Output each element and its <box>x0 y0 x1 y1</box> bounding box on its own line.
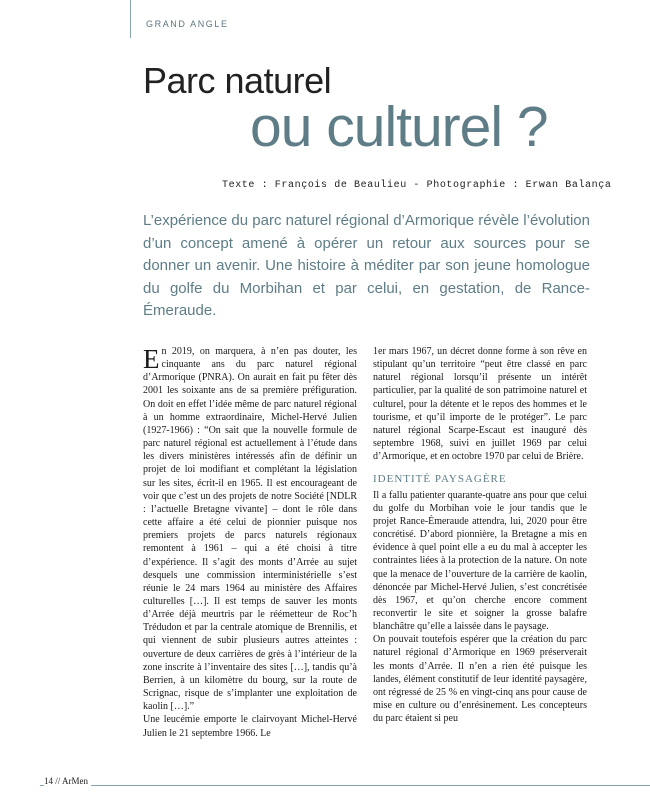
dropcap: E <box>143 344 160 374</box>
header-rule <box>130 0 131 38</box>
paragraph: 1er mars 1967, un décret donne forme à son rêve en stipulant qu’un territoire “peut être classé en parc naturel régional lorsqu’il présente un intérêt particulier, par la qualité de son patrimoine naturel et culturel, pour la détente et le repos des hommes et le tourisme, et qu’il importe de le protéger”. Le parc naturel régional Scarpe-Escaut est inauguré dès septembre 1968, suivi en juillet 1969 par celui d’Armorique, et en octobre 1970 par celui de Brière. <box>373 346 587 463</box>
paragraph: Une leucémie emporte le clairvoyant Michel-Hervé Julien le 21 septembre 1966. Le <box>143 714 357 739</box>
body-column-1 <box>143 345 357 740</box>
footer-separator: // <box>55 776 63 786</box>
footer-rule <box>40 785 650 786</box>
paragraph <box>143 345 357 713</box>
lead-paragraph: L’expérience du parc naturel régional d’Armorique révèle l’évolution d’un concept amené à opérer un retour aux sources pour se donner un avenir. Une histoire à méditer par son jeune homologue du golfe du Morbihan et par celui, en gestation, de Rance-Émeraude. <box>143 212 590 319</box>
paragraph: On pouvait toutefois espérer que la création du parc naturel régional d’Armorique en 1969 préserverait les monts d’Arrée. Il n’en a rien été puisque les landes, élément constitutif de leur identité paysagère, ont régressé de 25 % en vingt-cinq ans pour cause de mise en culture ou d’enrésinement. Les concepteurs du parc étaient si peu <box>373 634 587 725</box>
body-column-2 <box>373 345 587 725</box>
credits: Texte : François de Beaulieu - Photographie : Erwan Balança <box>222 180 612 191</box>
title-line-1: Parc naturel <box>143 60 332 101</box>
magazine-name: ArMen <box>62 776 89 786</box>
subheading: IDENTITÉ PAYSAGÈRE <box>373 473 507 486</box>
paragraph: Il a fallu patienter quarante-quatre ans pour que celui du golfe du Morbihan voie le jour tandis que le projet Rance-Émeraude attendra, lui, 2020 pour être concrétisé. D’abord pionnière, la Bretagne a mis en évidence à quel point elle a eu du mal à accepter les contraintes liées à la protection de la nature. On note que la menace de l’ouverture de la carrière de kaolin, dénoncée par Michel-Hervé Julien, s’est concrétisée dès 1967, et qu’on cherche encore comment reconvertir le site et soigner la grosse balafre blanchâtre qu’elle a laissée dans le paysage. <box>373 489 587 633</box>
section-label: GRAND ANGLE <box>146 19 229 29</box>
title-line-2: ou culturel ? <box>250 95 548 159</box>
page-number: 14 <box>44 776 53 786</box>
footer <box>44 776 91 786</box>
paragraph-text: n 2019, on marquera, à n’en pas douter, les cinquante ans du parc naturel régional d’Armorique (PNRA). On aurait en fait pu fêter dès 2001 les soixante ans de sa première préfiguration. On doit en effet l’idée même de parc naturel régional à un homme extraordinaire, Michel-Hervé Julien (1927-1966) : “On sait que la nouvelle formule de parc naturel régional est actuellement à l’étude dans les divers ministères intéressés afin de définir un projet de loi modifiant et complétant la législation sur les sites, écrit-il en 1965. Il est encourageant de voir que c’est un des projets de notre Société [NDLR : l’actuelle Bretagne vivante] – dont le rôle dans cette affaire a été celui de pionnier puisque nos premiers projets de parcs naturels régionaux remontent à 1961 – qui a été choisi à titre d’expérience. Il s’agit des monts d’Arrée au sujet desquels une commission interministérielle s’est réunie le 24 mars 1964 au ministère des Affaires culturelles […]. Il est temps de sauver les monts d’Arrée déjà meurtris par le réémetteur de Roc’h Trédudon et par la centrale atomique de Brennilis, et qui viennent de subir plusieurs autres atteintes : ouverture de deux carrières de grès à l’intérieur de la zone inscrite à l’inventaire des sites […], tandis qu’à Berrien, à un kilomètre du bourg, sur la route de Scrignac, risque de s’implanter une exploitation de kaolin […].” <box>143 346 357 713</box>
